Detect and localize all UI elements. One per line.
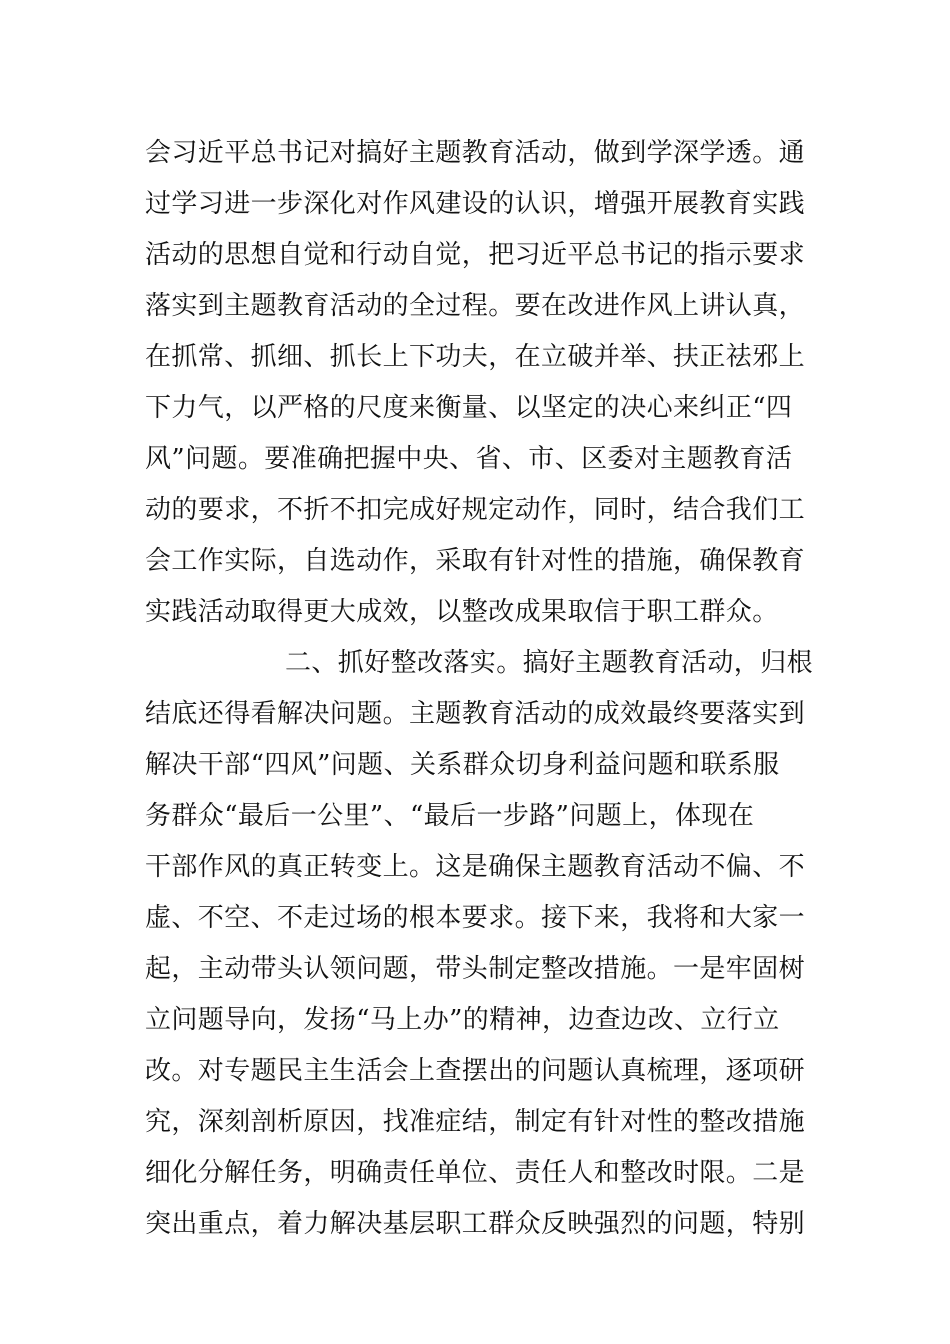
body-text [145,128,815,1250]
text-line: 起，主动带头认领问题，带头制定整改措施。一是牢固树 [145,954,806,984]
text-line: 虚、不空、不走过场的根本要求。接下来，我将和大家一 [145,903,806,933]
text-line: 突出重点，着力解决基层职工群众反映强烈的问题，特别 [145,1209,806,1239]
text-line: 过学习进一步深化对作风建设的认识，增强开展教育实践 [145,189,806,219]
text-line: 改。对专题民主生活会上查摆出的问题认真梳理，逐项研 [145,1056,806,1086]
text-line: 解决干部“四风”问题、关系群众切身利益问题和联系服 [145,750,780,780]
text-line: 活动的思想自觉和行动自觉，把习近平总书记的指示要求 [145,240,806,270]
text-line: 干部作风的真正转变上。这是确保主题教育活动不偏、不 [145,852,806,882]
text-line: 在抓常、抓细、抓长上下功夫，在立破并举、扶正祛邪上 [145,342,806,372]
text-line: 动的要求，不折不扣完成好规定动作，同时，结合我们工 [145,495,806,525]
text-line: 立问题导向，发扬“马上办”的精神，边查边改、立行立 [145,1005,780,1035]
text-line: 究，深刻剖析原因，找准症结，制定有针对性的整改措施 [145,1107,806,1137]
text-line: 实践活动取得更大成效，以整改成果取信于职工群众。 [145,597,779,627]
text-line: 下力气，以严格的尺度来衡量、以坚定的决心来纠正“四 [145,393,793,423]
text-line: 结底还得看解决问题。主题教育活动的成效最终要落实到 [145,699,806,729]
text-line: 务群众“最后一公里”、“最后一步路”问题上，体现在 [145,801,755,831]
text-line: 会工作实际，自选动作，采取有针对性的措施，确保教育 [145,546,806,576]
text-line: 细化分解任务，明确责任单位、责任人和整改时限。二是 [145,1158,806,1188]
section-heading-line: 二、抓好整改落实。搞好主题教育活动，归根 [285,648,814,678]
text-line: 落实到主题教育活动的全过程。要在改进作风上讲认真， [145,291,806,321]
text-line: 会习近平总书记对搞好主题教育活动，做到学深学透。通 [145,138,806,168]
text-line: 风”问题。要准确把握中央、省、市、区委对主题教育活 [145,444,793,474]
